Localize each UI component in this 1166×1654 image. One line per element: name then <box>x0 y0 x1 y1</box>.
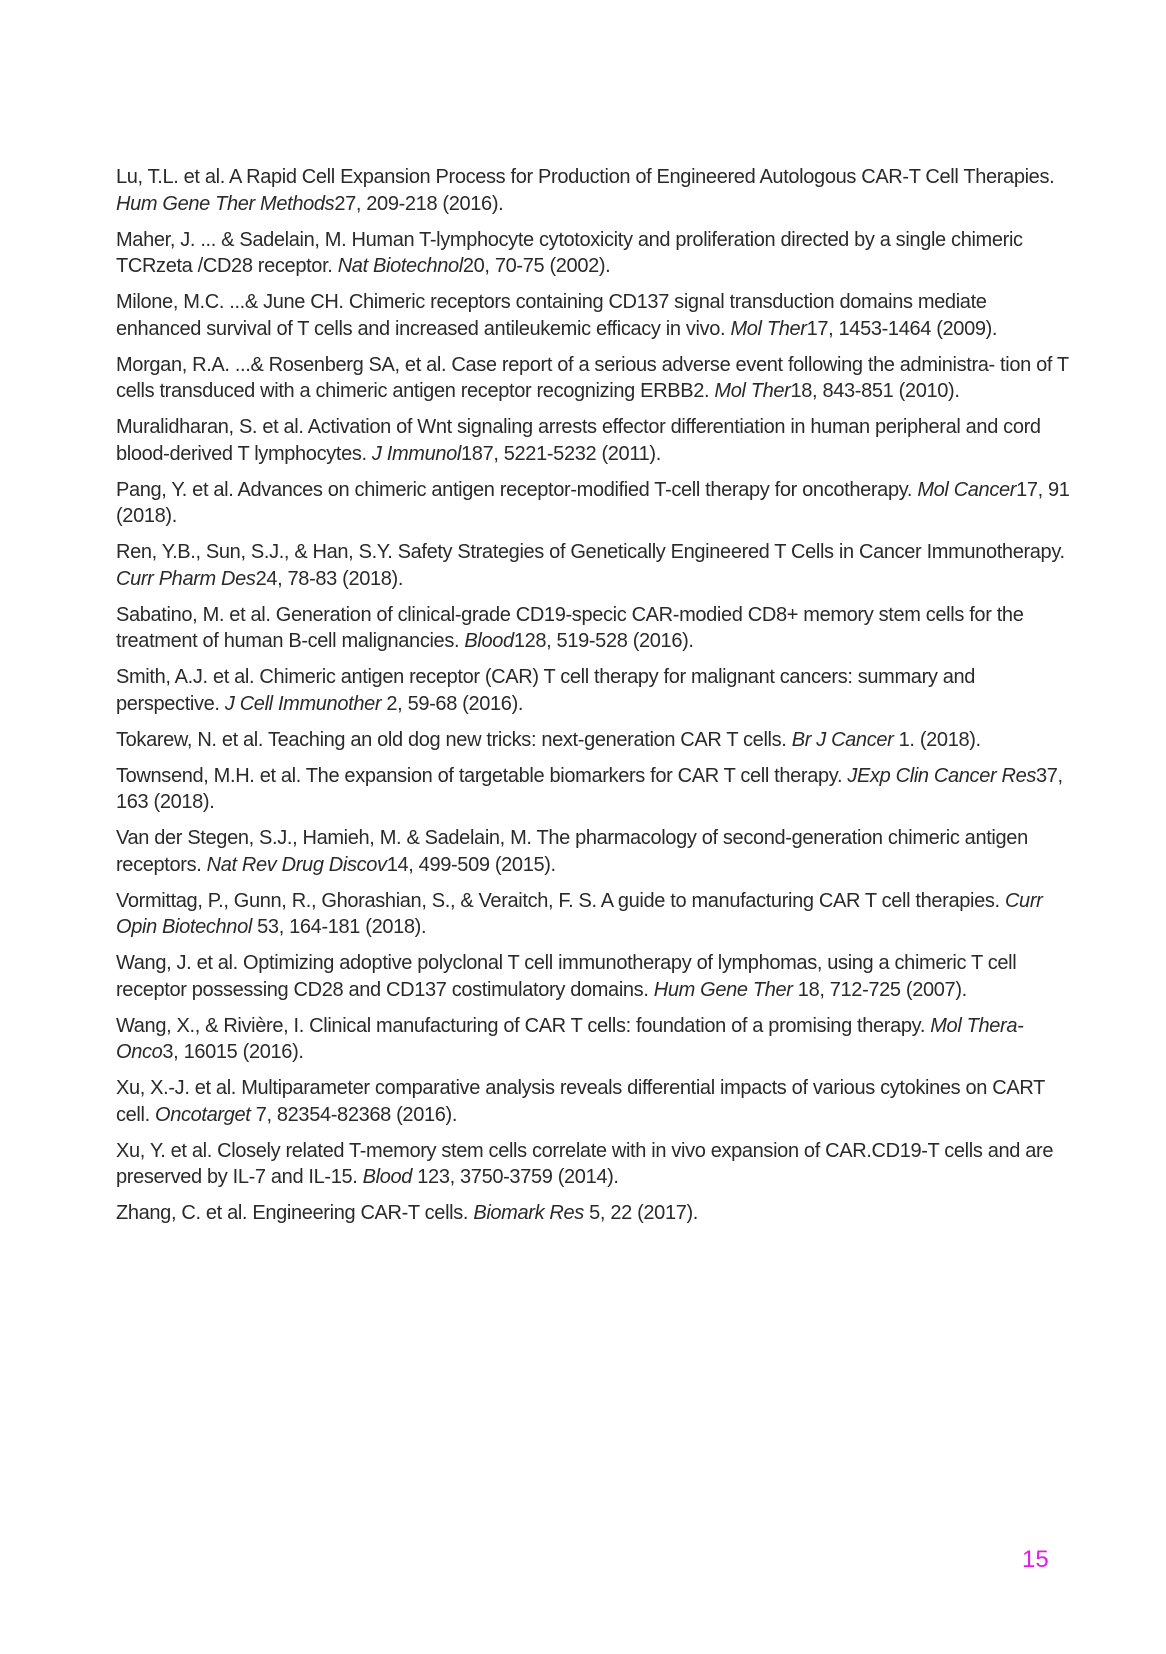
journal-title: JExp Clin Cancer Res <box>847 764 1037 787</box>
reference-citation: 5, 22 (2017). <box>583 1202 699 1224</box>
reference-citation: 37, 163 (2018). <box>116 764 1063 813</box>
reference-item <box>116 352 1076 405</box>
journal-title: Blood <box>464 630 514 652</box>
journal-title: J Immunol <box>371 442 462 465</box>
journal-title: J Cell Immunother <box>224 692 382 715</box>
reference-text: Lu, T.L. et al. A Rapid Cell Expansion Process for Production of Engineered Autologous CAR-T Cell Therapies. <box>116 166 1055 188</box>
reference-text: Muralidharan, S. et al. Activation of Wnt signaling arrests effector differentiation in human peripheral and cord blood-derived T lymphocytes. <box>116 416 1041 465</box>
reference-text: Townsend, M.H. et al. The expansion of targetable biomarkers for CAR T cell therapy. <box>116 764 848 787</box>
journal-title: Mol Ther <box>714 380 791 402</box>
reference-citation: 53, 164-181 (2018). <box>251 916 427 938</box>
journal-title: Oncotarget <box>155 1103 251 1126</box>
reference-text: Pang, Y. et al. Advances on chimeric antigen receptor-modified T-cell therapy for oncotherapy. <box>116 478 918 501</box>
journal-title: Mol Thera-Onco <box>116 1014 1024 1063</box>
reference-item <box>116 727 1076 754</box>
reference-item <box>116 664 1076 717</box>
journal-title: Blood <box>362 1166 413 1188</box>
journal-title: Biomark Res <box>473 1202 584 1224</box>
reference-item <box>116 602 1076 655</box>
reference-text: Maher, J. ... & Sadelain, M. Human T-lymphocyte cytotoxicity and proliferation directed by a single chimeric TCRzeta /CD28 receptor. <box>116 228 1023 277</box>
reference-text: Wang, J. et al. Optimizing adoptive polyclonal T cell immunotherapy of lymphomas, using a chimeric T cell receptor possessing CD28 and CD137 costimulatory domains. <box>116 952 1017 1001</box>
journal-title: Hum Gene Ther Methods <box>116 192 335 215</box>
reference-citation: 17, 91 (2018). <box>116 478 1070 527</box>
reference-citation: 14, 499-509 (2015). <box>386 853 556 876</box>
reference-item <box>116 950 1076 1003</box>
reference-list <box>116 164 1076 1236</box>
reference-text: Smith, A.J. et al. Chimeric antigen receptor (CAR) T cell therapy for malignant cancers: summary and perspective. <box>116 666 976 715</box>
reference-citation: 18, 712-725 (2007). <box>792 978 967 1001</box>
reference-item <box>116 763 1076 816</box>
reference-text: Sabatino, M. et al. Generation of clinical-grade CD19-specic CAR-modied CD8+ memory stem cells for the treatment of human B-cell malignancies. <box>116 603 1024 652</box>
journal-title: Mol Ther <box>730 317 807 340</box>
journal-title: Nat Biotechnol <box>337 255 463 277</box>
reference-text: Ren, Y.B., Sun, S.J., & Han, S.Y. Safety Strategies of Genetically Engineered T Cells in Cancer Immunotherapy. <box>116 541 1065 563</box>
reference-item <box>116 164 1076 217</box>
reference-item <box>116 1075 1076 1128</box>
reference-item <box>116 539 1076 592</box>
reference-item <box>116 477 1076 530</box>
journal-title: Mol Cancer <box>917 478 1017 501</box>
reference-citation: 17, 1453-1464 (2009). <box>806 317 998 340</box>
reference-citation: 128, 519-528 (2016). <box>513 630 694 652</box>
reference-citation: 7, 82354-82368 (2016). <box>250 1103 458 1126</box>
reference-citation: 24, 78-83 (2018). <box>255 567 404 590</box>
reference-item <box>116 1138 1076 1191</box>
reference-text: Tokarew, N. et al. Teaching an old dog new tricks: next-generation CAR T cells. <box>116 728 792 751</box>
reference-text: Morgan, R.A. ...& Rosenberg SA, et al. Case report of a serious adverse event following the administra- tion of T cells transduced with a chimeric antigen receptor recognizing ERBB2. <box>116 353 1069 402</box>
reference-citation: 1. (2018). <box>893 728 981 751</box>
reference-item <box>116 414 1076 467</box>
reference-text: Vormittag, P., Gunn, R., Ghorashian, S., & Veraitch, F. S. A guide to manufacturing CAR T cell therapies. <box>116 889 1005 912</box>
journal-title: Curr Pharm Des <box>116 567 256 590</box>
reference-text: Xu, X.-J. et al. Multiparameter comparative analysis reveals differential impacts of various cytokines on CART cell. <box>116 1077 1045 1126</box>
reference-text: Xu, Y. et al. Closely related T-memory stem cells correlate with in vivo expansion of CAR.CD19-T cells and are preserved by IL-7 and IL-15. <box>116 1139 1054 1188</box>
reference-item <box>116 1013 1076 1066</box>
reference-text: Wang, X., & Rivière, I. Clinical manufacturing of CAR T cells: foundation of a promising therapy. <box>116 1014 931 1037</box>
journal-title: Curr Opin Biotechnol <box>116 889 1043 938</box>
reference-citation: 18, 843-851 (2010). <box>790 380 960 402</box>
reference-citation: 3, 16015 (2016). <box>162 1041 304 1063</box>
reference-citation: 123, 3750-3759 (2014). <box>412 1166 619 1188</box>
reference-item <box>116 1200 1076 1227</box>
reference-item <box>116 825 1076 878</box>
reference-item <box>116 289 1076 342</box>
reference-citation: 187, 5221-5232 (2011). <box>461 442 661 465</box>
journal-title: Hum Gene Ther <box>653 978 793 1001</box>
reference-text: Zhang, C. et al. Engineering CAR-T cells. <box>116 1202 474 1224</box>
journal-title: Br J Cancer <box>791 728 894 751</box>
reference-citation: 20, 70-75 (2002). <box>462 255 611 277</box>
reference-item <box>116 227 1076 280</box>
reference-text: Van der Stegen, S.J., Hamieh, M. & Sadelain, M. The pharmacology of second-generation chimeric antigen receptors. <box>116 827 1028 876</box>
reference-item <box>116 888 1076 941</box>
reference-citation: 2, 59-68 (2016). <box>381 692 524 715</box>
reference-citation: 27, 209-218 (2016). <box>334 192 504 215</box>
journal-title: Nat Rev Drug Discov <box>206 853 387 876</box>
reference-text: Milone, M.C. ...& June CH. Chimeric receptors containing CD137 signal transduction domains mediate enhanced survival of T cells and increased antileukemic efficacy in vivo. <box>116 291 987 340</box>
page-number: 15 <box>1022 1546 1049 1573</box>
